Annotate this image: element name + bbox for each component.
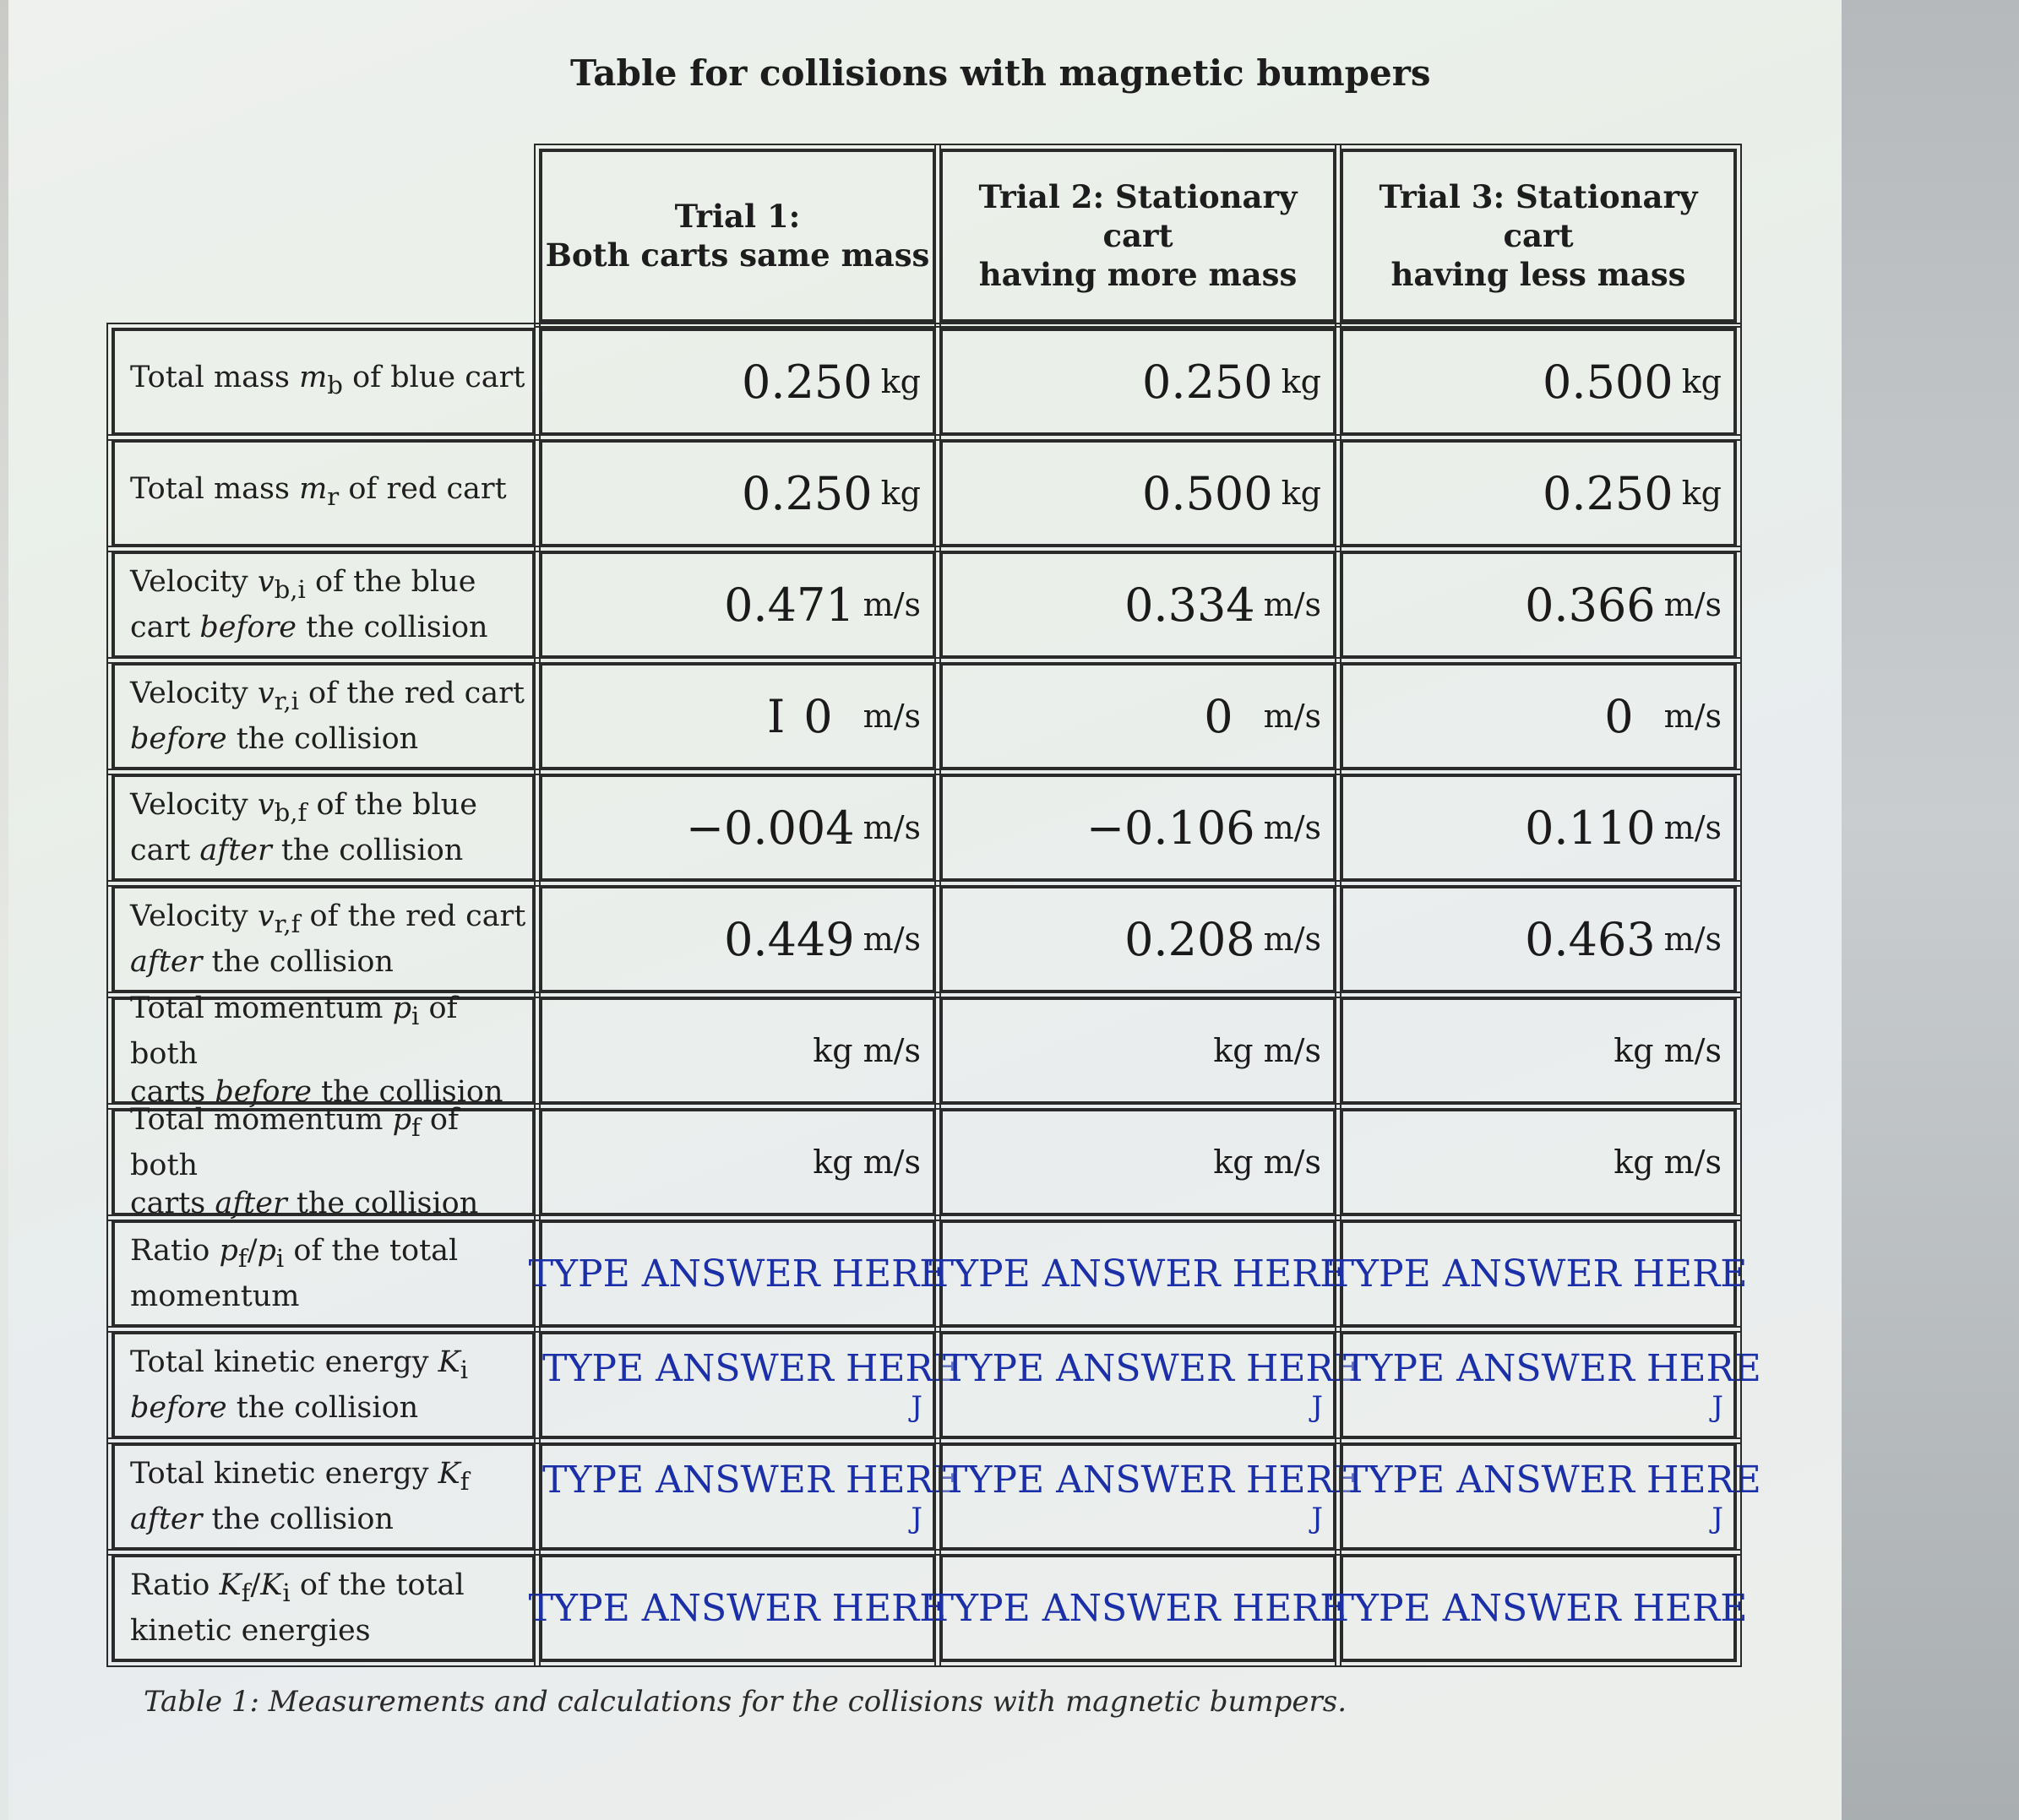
row-label-mass-red — [112, 439, 536, 547]
label-text: cart — [130, 610, 200, 644]
answer-field-momentum-ratio-trial-2[interactable] — [928, 1220, 1347, 1328]
label-text: the collision — [271, 833, 464, 867]
answer-placeholder: TYPE ANSWER HERE — [928, 1252, 1347, 1296]
row-label-velocity-blue-final — [112, 774, 536, 882]
label-text: Ratio — [130, 1567, 220, 1602]
unit: kg — [880, 475, 921, 512]
row-label-velocity-blue-initial — [112, 551, 536, 659]
answer-placeholder: TYPE ANSWER HERE — [1343, 1346, 1761, 1390]
answer-placeholder: TYPE ANSWER HERE — [1329, 1252, 1748, 1296]
unit: m/s — [1263, 698, 1321, 735]
unit: kg m/s — [813, 1144, 921, 1181]
unit: m/s — [1263, 921, 1321, 958]
label-text: Velocity — [130, 787, 258, 822]
symbol-sub: f — [411, 1113, 421, 1142]
unit: m/s — [1663, 809, 1722, 846]
value: 0.463 — [1525, 912, 1656, 966]
value: 0.449 — [724, 912, 855, 966]
label-text: of red cart — [339, 472, 507, 506]
row-label-momentum-ratio — [112, 1220, 536, 1328]
symbol-m: m — [299, 361, 328, 394]
value: 0 — [1204, 689, 1233, 743]
label-emphasis: before — [199, 610, 297, 644]
unit: m/s — [863, 698, 921, 735]
unit: m/s — [1663, 586, 1722, 623]
label-emphasis: before — [130, 1390, 227, 1425]
unit: kg m/s — [1213, 1144, 1321, 1181]
unit: kg — [1681, 363, 1722, 400]
symbol-p: p — [392, 1103, 411, 1137]
symbol-sub: r,f — [274, 909, 301, 938]
cell-momentum-initial-trial-1[interactable] — [539, 997, 936, 1105]
value: 0.250 — [1142, 355, 1273, 409]
cell-mass-blue-trial-1[interactable] — [539, 328, 936, 436]
label-text: the collision — [311, 1075, 503, 1109]
symbol-v: v — [257, 564, 275, 599]
label-text: the collision — [202, 944, 394, 979]
label-text: of the total — [290, 1567, 465, 1602]
header-trial-2-line2: having more mass — [978, 256, 1298, 293]
unit: J — [1311, 1389, 1323, 1424]
value: 0.366 — [1525, 578, 1656, 632]
answer-field-kinetic-initial-trial-2[interactable] — [939, 1331, 1361, 1439]
answer-placeholder: TYPE ANSWER HERE — [528, 1586, 947, 1630]
unit: m/s — [1663, 698, 1722, 735]
answer-placeholder: TYPE ANSWER HERE — [928, 1586, 1347, 1630]
label-emphasis: after — [130, 1502, 203, 1536]
row-label-mass-blue — [112, 328, 536, 436]
answer-placeholder: TYPE ANSWER HERE — [1343, 1458, 1761, 1502]
symbol-k: K — [260, 1567, 283, 1602]
label-emphasis: after — [199, 833, 272, 867]
row-label-kinetic-initial — [112, 1331, 536, 1439]
unit: kg — [1281, 475, 1321, 512]
row-label-velocity-red-initial — [112, 662, 536, 770]
label-text: of the red cart — [300, 899, 526, 933]
symbol-sub: i — [411, 1002, 420, 1030]
label-text: Total kinetic energy — [130, 1345, 438, 1379]
symbol-sub: b — [327, 371, 343, 399]
value: 0.250 — [742, 466, 873, 520]
cell-momentum-final-trial-2[interactable] — [939, 1108, 1336, 1216]
symbol-sub: f — [460, 1466, 470, 1496]
answer-placeholder: TYPE ANSWER HERE — [943, 1346, 1361, 1390]
cell-momentum-final-trial-3[interactable] — [1340, 1108, 1737, 1216]
row-label-momentum-final — [112, 1103, 536, 1220]
value: 0.250 — [742, 355, 873, 409]
background-edge — [1842, 0, 2019, 1820]
header-trial-1-line2: Both carts same mass — [545, 236, 930, 274]
symbol-sub: b,f — [274, 797, 307, 827]
label-text: momentum — [130, 1279, 300, 1313]
cell-velocity-blue-final-trial-2[interactable] — [939, 774, 1336, 882]
table-caption: Table 1: Measurements and calculations for the collisions with magnetic bumpers. — [144, 1685, 1347, 1719]
symbol-k: K — [438, 1456, 460, 1491]
value: 0 — [803, 689, 833, 743]
label-text: the collision — [202, 1502, 394, 1536]
value: 0.500 — [1142, 466, 1273, 520]
unit: J — [911, 1389, 922, 1424]
cell-velocity-blue-final-trial-1[interactable] — [539, 774, 936, 882]
label-text: of the blue — [305, 564, 476, 599]
label-text: carts — [130, 1075, 215, 1109]
value: 0.471 — [724, 578, 855, 632]
label-text: of the blue — [307, 787, 477, 822]
label-text: cart — [130, 833, 200, 867]
cell-momentum-final-trial-1[interactable] — [539, 1108, 936, 1216]
header-trial-1-line1: Trial 1: — [674, 198, 801, 235]
label-text: of the total — [284, 1233, 459, 1268]
page-title: Table for collisions with magnetic bumpers — [570, 52, 1431, 94]
value: 0.110 — [1525, 801, 1656, 855]
cell-velocity-blue-final-trial-3[interactable] — [1340, 774, 1737, 882]
label-emphasis: before — [215, 1075, 312, 1109]
unit: J — [911, 1501, 922, 1535]
label-text: the collision — [226, 721, 419, 756]
unit: m/s — [863, 586, 921, 623]
value: 0.334 — [1124, 578, 1255, 632]
label-emphasis: after — [130, 944, 203, 979]
slash: / — [250, 1567, 261, 1602]
unit: J — [1712, 1389, 1723, 1424]
label-text: the collision — [286, 1187, 479, 1220]
label-text: the collision — [296, 610, 488, 644]
symbol-p: p — [392, 991, 411, 1025]
symbol-sub: i — [275, 1243, 285, 1273]
cell-mass-red-trial-2[interactable] — [939, 439, 1336, 547]
value: −0.004 — [685, 801, 855, 855]
answer-placeholder: TYPE ANSWER HERE — [943, 1458, 1361, 1502]
unit: kg — [880, 363, 921, 400]
label-text: carts — [130, 1187, 215, 1220]
unit: kg — [1681, 475, 1722, 512]
symbol-sub: r — [327, 482, 340, 511]
symbol-m: m — [299, 472, 328, 506]
header-trial-3-line2: having less mass — [1390, 256, 1686, 293]
slash: / — [247, 1233, 258, 1268]
answer-placeholder: TYPE ANSWER HERE — [542, 1346, 961, 1390]
cell-velocity-blue-initial-trial-1[interactable] — [539, 551, 936, 659]
symbol-v: v — [257, 676, 275, 710]
row-label-velocity-red-final — [112, 885, 536, 993]
unit: m/s — [1263, 809, 1321, 846]
value: 0.250 — [1543, 466, 1673, 520]
unit: kg — [1281, 363, 1321, 400]
cell-velocity-red-initial-trial-3[interactable] — [1340, 662, 1737, 770]
symbol-p: p — [257, 1233, 276, 1268]
label-emphasis: after — [215, 1187, 287, 1220]
unit: J — [1712, 1501, 1723, 1535]
answer-field-kinetic-initial-trial-1[interactable] — [539, 1331, 961, 1439]
row-label-momentum-initial — [112, 991, 536, 1109]
value: 0 — [1604, 689, 1634, 743]
symbol-k: K — [219, 1567, 242, 1602]
answer-field-kinetic-final-trial-3[interactable] — [1340, 1442, 1761, 1551]
cell-mass-red-trial-3[interactable] — [1340, 439, 1737, 547]
label-text: Total mass — [130, 361, 300, 394]
symbol-v: v — [257, 787, 275, 822]
cell-mass-blue-trial-2[interactable] — [939, 328, 1336, 436]
label-text: Velocity — [130, 564, 258, 599]
symbol-p: p — [219, 1233, 238, 1268]
label-text: of both — [130, 1103, 459, 1182]
answer-field-momentum-ratio-trial-1[interactable] — [528, 1220, 947, 1328]
label-text: the collision — [226, 1390, 419, 1425]
value: 0.208 — [1124, 912, 1255, 966]
cell-velocity-red-final-trial-3[interactable] — [1340, 885, 1737, 993]
cell-mass-red-trial-1[interactable] — [539, 439, 936, 547]
unit: m/s — [1263, 586, 1321, 623]
label-text: of the red cart — [298, 676, 525, 710]
label-text: of both — [130, 991, 458, 1071]
symbol-sub: b,i — [274, 574, 306, 604]
symbol-k: K — [438, 1345, 460, 1379]
header-trial-3 — [1340, 149, 1737, 323]
label-text: Ratio — [130, 1233, 220, 1268]
header-trial-3-line1: Trial 3: Stationary cart — [1379, 178, 1698, 254]
label-text: Total momentum — [130, 1103, 393, 1137]
label-text: kinetic energies — [130, 1613, 371, 1648]
label-text: Total kinetic energy — [130, 1456, 438, 1491]
header-trial-2 — [939, 149, 1336, 323]
unit: m/s — [863, 921, 921, 958]
header-trial-1 — [539, 149, 936, 323]
unit: kg m/s — [1614, 1032, 1722, 1069]
answer-placeholder: TYPE ANSWER HERE — [1329, 1586, 1748, 1630]
unit: m/s — [1663, 921, 1722, 958]
symbol-v: v — [257, 899, 275, 933]
unit: kg m/s — [813, 1032, 921, 1069]
answer-placeholder: TYPE ANSWER HERE — [542, 1458, 961, 1502]
answer-field-momentum-ratio-trial-3[interactable] — [1329, 1220, 1748, 1328]
label-text: Total mass — [130, 472, 300, 506]
answer-field-kinetic-ratio-trial-2[interactable] — [928, 1554, 1347, 1662]
unit: J — [1311, 1501, 1323, 1535]
answer-placeholder: TYPE ANSWER HERE — [528, 1252, 947, 1296]
cell-velocity-blue-initial-trial-3[interactable] — [1340, 551, 1737, 659]
label-text: Velocity — [130, 899, 258, 933]
header-trial-2-line1: Trial 2: Stationary cart — [978, 178, 1298, 254]
cell-momentum-initial-trial-3[interactable] — [1340, 997, 1737, 1105]
cell-velocity-blue-initial-trial-2[interactable] — [939, 551, 1336, 659]
cell-velocity-red-final-trial-1[interactable] — [539, 885, 936, 993]
answer-field-kinetic-initial-trial-3[interactable] — [1340, 1331, 1761, 1439]
cell-mass-blue-trial-3[interactable] — [1340, 328, 1737, 436]
answer-field-kinetic-final-trial-2[interactable] — [939, 1442, 1361, 1551]
answer-field-kinetic-final-trial-1[interactable] — [539, 1442, 961, 1551]
symbol-sub: i — [460, 1355, 469, 1384]
symbol-sub: i — [282, 1578, 291, 1607]
answer-field-kinetic-ratio-trial-1[interactable] — [528, 1554, 947, 1662]
symbol-sub: f — [241, 1578, 251, 1607]
symbol-sub: f — [237, 1243, 248, 1273]
label-text: Velocity — [130, 676, 258, 710]
value: −0.106 — [1086, 801, 1255, 855]
unit: m/s — [863, 809, 921, 846]
unit: kg m/s — [1213, 1032, 1321, 1069]
cell-velocity-red-final-trial-2[interactable] — [939, 885, 1336, 993]
symbol-sub: r,i — [274, 686, 299, 715]
label-text: of blue cart — [342, 361, 525, 394]
text-cursor-icon: I — [766, 689, 786, 743]
cell-velocity-red-initial-trial-1[interactable] — [539, 662, 936, 770]
row-label-kinetic-ratio — [112, 1554, 536, 1662]
label-emphasis: before — [130, 721, 227, 756]
cell-momentum-initial-trial-2[interactable] — [939, 997, 1336, 1105]
value: 0.500 — [1543, 355, 1673, 409]
row-label-kinetic-final — [112, 1442, 536, 1551]
cell-velocity-red-initial-trial-2[interactable] — [939, 662, 1336, 770]
unit: kg m/s — [1614, 1144, 1722, 1181]
label-text: Total momentum — [130, 991, 393, 1025]
answer-field-kinetic-ratio-trial-3[interactable] — [1329, 1554, 1748, 1662]
